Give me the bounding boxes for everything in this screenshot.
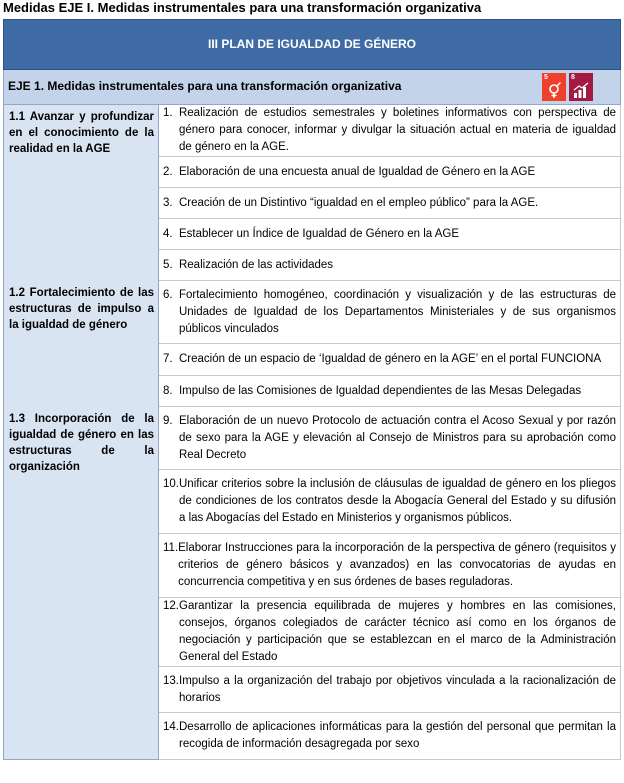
section-1-2	[4, 281, 159, 407]
measure-number: 14.	[163, 721, 179, 733]
sdg-8-number: 8	[571, 74, 575, 81]
measure-number: 2.	[163, 165, 173, 178]
measure-10	[159, 470, 621, 534]
plan-title-cell	[4, 20, 621, 70]
gender-equality-icon	[546, 82, 562, 99]
measure-number: 3.	[163, 196, 173, 209]
measure-7	[159, 344, 621, 376]
measure-number: 4.	[163, 227, 173, 240]
measure-text: Creación de un Distintivo “igualdad en el empleo público” para la AGE.	[178, 196, 539, 209]
measure-number: 13.	[163, 674, 179, 687]
measure-number: 8.	[163, 384, 173, 397]
measure-text: Unificar criterios sobre la inclusión de cláusulas de igualdad de género en los pliegos de condiciones de los contratos desde la Abogacía General del Estado y su difusión a las Abogacías del Estado en Ministerios y organismos públicos.	[179, 478, 617, 524]
measure-text: Realización de estudios semestrales y boletines informativos con perspectiva de género para conocer, informar y divulgar la situación actual en materia de igualdad de género en la AGE.	[178, 107, 617, 153]
measure-4	[159, 219, 621, 250]
plan-title: III PLAN DE IGUALDAD DE GÉNERO	[208, 37, 417, 51]
measure-9	[159, 407, 621, 470]
measure-14	[159, 713, 621, 760]
measure-12	[159, 598, 621, 667]
measure-number: 11.	[163, 542, 179, 554]
section-label: 1.1 Avanzar y profundizar en el conocimiento de la realidad en la AGE	[9, 111, 154, 155]
measure-number: 1.	[163, 107, 173, 119]
measure-text: Elaboración de una encuesta anual de Igualdad de Género en la AGE	[178, 165, 536, 178]
growth-chart-icon	[573, 82, 589, 99]
sdg-5-number: 5	[544, 74, 548, 81]
measure-text: Establecer un Índice de Igualdad de Género en la AGE	[178, 227, 460, 240]
measure-13	[159, 667, 621, 713]
measure-number: 10.	[163, 478, 179, 490]
section-1-1	[4, 105, 159, 281]
axis-header	[4, 70, 621, 105]
plan-table	[3, 19, 621, 760]
section-label: 1.2 Fortalecimiento de las estructuras de impulso a la igualdad de género	[9, 286, 154, 331]
section-label: 1.3 Incorporación de la igualdad de género en las estructuras de la organización	[9, 412, 154, 473]
measure-text: Impulso a la organización del trabajo por objetivos vinculada a la racionalización de horarios	[179, 674, 617, 704]
measure-number: 9.	[163, 414, 173, 427]
measure-text: Garantizar la presencia equilibrada de mujeres y hombres en las comisiones, consejos, órganos colegiados de carácter técnico así como en los órganos de negociación y participación que se establezcan en el marco de la Administración General del Estado	[179, 600, 617, 663]
measure-6	[159, 281, 621, 344]
measure-number: 7.	[163, 353, 173, 365]
measure-text: Desarrollo de aplicaciones informáticas para la gestión del personal que permitan la recogida de información desagregada por sexo	[179, 721, 617, 750]
measure-number: 6.	[163, 288, 173, 301]
measure-2	[159, 157, 621, 188]
sdg-5-gender-equality-icon	[542, 73, 566, 101]
measure-text: Realización de las actividades	[178, 258, 334, 271]
measure-number: 5.	[163, 258, 173, 271]
axis-title: EJE 1. Medidas instrumentales para una transformación organizativa	[8, 79, 402, 93]
measure-3	[159, 188, 621, 219]
measure-text: Impulso de las Comisiones de Igualdad dependientes de las Mesas Delegadas	[178, 384, 582, 397]
section-1-3	[4, 407, 159, 760]
measure-text: Elaboración de un nuevo Protocolo de actuación contra el Acoso Sexual y por razón de sexo para la AGE y elevación al Consejo de Ministros para su aprobación como Real Decreto	[178, 414, 617, 461]
measure-text: Elaborar Instrucciones para la incorporación de la perspectiva de género (requisitos y criterios de género básicos y avanzados) en las convocatorias de ayudas en concurrencia competitiva y en sus órdenes de bases reguladoras.	[178, 542, 617, 588]
measure-8	[159, 376, 621, 407]
document-title: Medidas EJE I. Medidas instrumentales para una transformación organizativa	[3, 0, 482, 15]
measure-text: Creación de un espacio de ‘Igualdad de género en la AGE’ en el portal FUNCIONA	[178, 353, 602, 365]
measure-5	[159, 250, 621, 281]
measure-text: Fortalecimiento homogéneo, coordinación y visualización y de las estructuras de Unidades de Igualdad de los Departamentos Ministeriales y de sus organismos públicos vinculados	[178, 288, 617, 335]
measure-11	[159, 534, 621, 598]
sdg-8-decent-work-icon	[569, 73, 593, 101]
measure-1	[159, 105, 621, 157]
measure-number: 12.	[163, 600, 179, 612]
